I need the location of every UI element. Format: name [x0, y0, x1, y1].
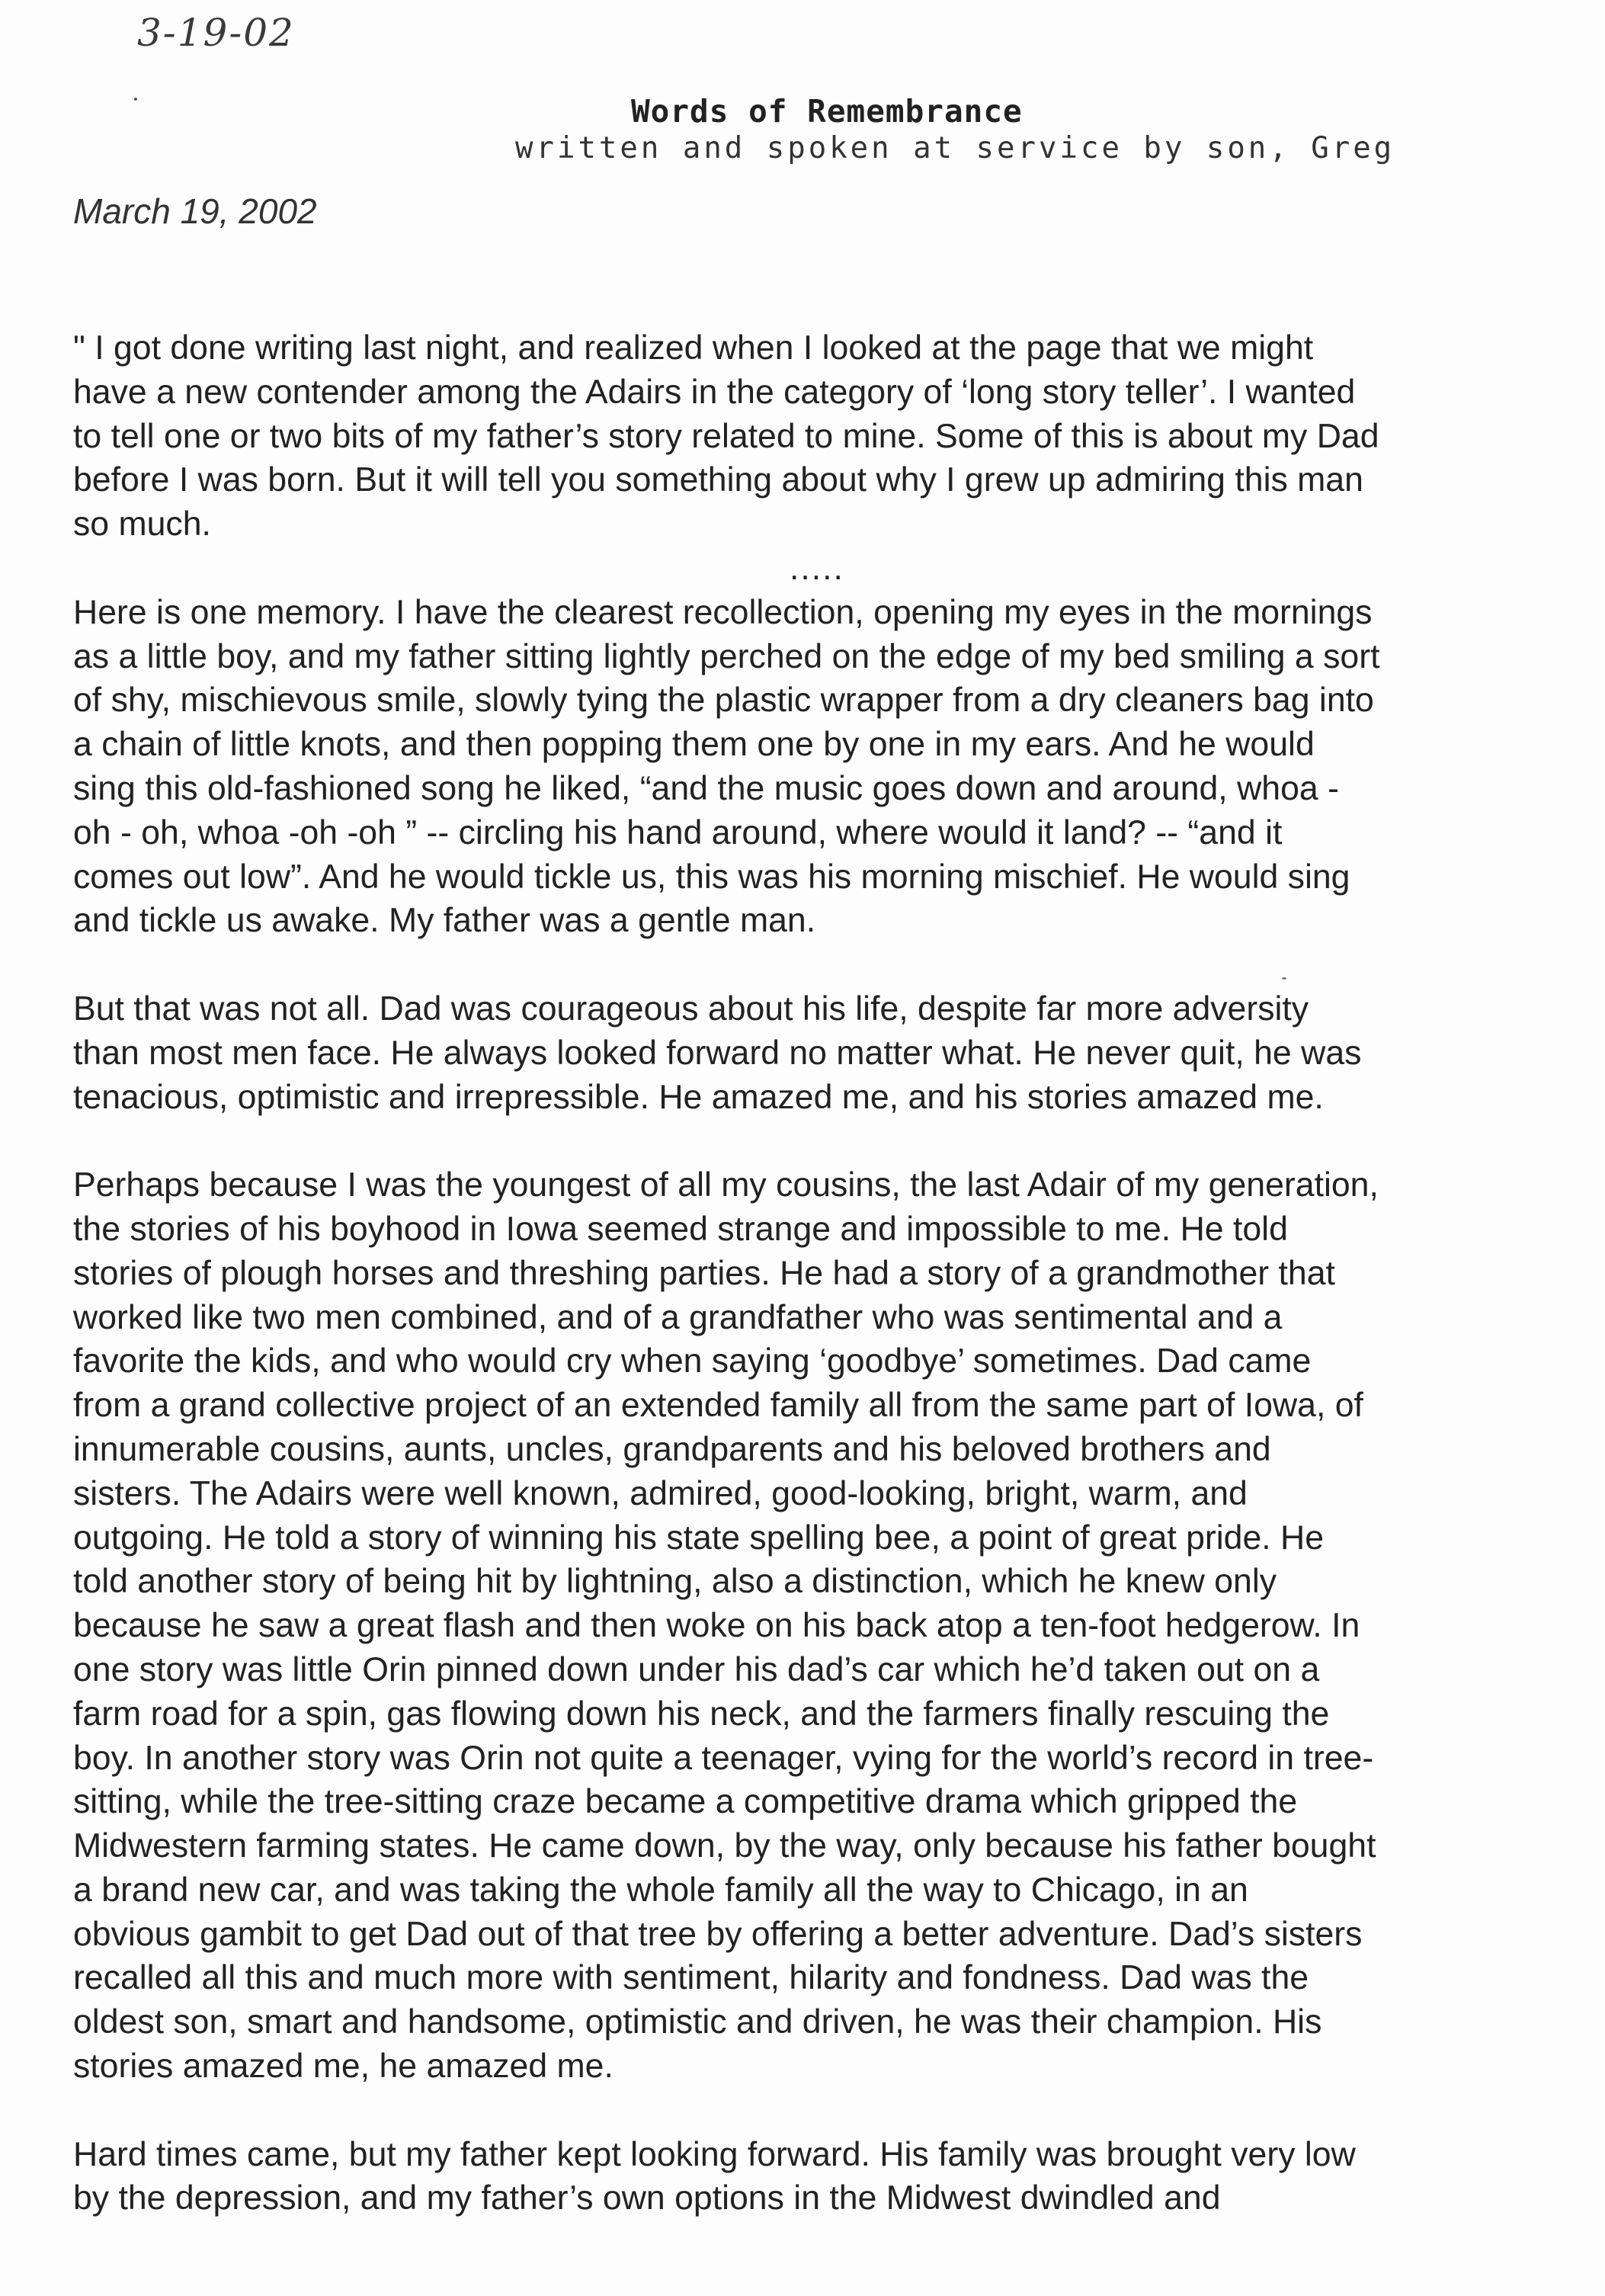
text-line: sisters. The Adairs were well known, admired, good-looking, bright, warm, and: [73, 1474, 1248, 1512]
text-line: a chain of little knots, and then popping them one by one in my ears. And he would: [73, 726, 1315, 764]
paragraph: [73, 2133, 1552, 2221]
text-line: one story was little Orin pinned down under his dad’s car which he’d taken out on a: [73, 1650, 1320, 1688]
text-line: of shy, mischievous smile, slowly tying the plastic wrapper from a dry cleaners bag into: [73, 681, 1374, 720]
text-line: obvious gambit to get Dad out of that tree by offering a better adventure. Dad’s sisters: [73, 1915, 1363, 1953]
document-subtitle: written and spoken at service by son, Greg: [515, 131, 1395, 165]
text-line: told another story of being hit by lightning, also a distinction, which he knew only: [73, 1563, 1277, 1601]
text-line: Here is one memory. I have the clearest recollection, opening my eyes in the mornings: [73, 593, 1373, 631]
text-line: sing this old-fashioned song he liked, “and the music goes down and around, whoa -: [73, 769, 1339, 807]
handwritten-date: 3-19-02: [137, 11, 295, 55]
text-line: But that was not all. Dad was courageous about his life, despite far more adversity: [73, 989, 1309, 1028]
paragraph-gap: [73, 943, 1552, 987]
text-line: farm road for a spin, gas flowing down his neck, and the farmers finally rescuing the: [73, 1695, 1330, 1733]
text-line: and tickle us awake. My father was a gentle man.: [73, 902, 816, 940]
text-line: " I got done writing last night, and realized when I looked at the page that we might: [73, 329, 1314, 367]
text-line: favorite the kids, and who would cry when saying ‘goodbye’ sometimes. Dad came: [73, 1342, 1312, 1380]
text-line: than most men face. He always looked forward no matter what. He never quit, he was: [73, 1034, 1362, 1072]
text-line: from a grand collective project of an extended family all from the same part of Iowa, of: [73, 1387, 1363, 1425]
paragraph: [73, 591, 1552, 943]
text-line: outgoing. He told a story of winning his state spelling bee, a point of great pride. He: [73, 1518, 1325, 1557]
text-line: comes out low”. And he would tickle us, this was his morning mischief. He would sing: [73, 858, 1350, 896]
text-line: stories amazed me, he amazed me.: [73, 2047, 613, 2086]
text-line: worked like two men combined, and of a grandfather who was sentimental and a: [73, 1298, 1283, 1336]
text-line: have a new contender among the Adairs in the category of ‘long story teller’. I wanted: [73, 373, 1356, 411]
document-body: [73, 326, 1552, 2221]
text-line: before I was born. But it will tell you something about why I grew up admiring this man: [73, 461, 1363, 499]
section-separator: .....: [790, 549, 844, 587]
text-line: sitting, while the tree-sitting craze became a competitive drama which gripped the: [73, 1783, 1298, 1821]
paragraph: [73, 1163, 1552, 2089]
text-line: a brand new car, and was taking the whole family all the way to Chicago, in an: [73, 1871, 1248, 1909]
paragraph: [73, 326, 1552, 547]
paragraph-gap: [73, 2089, 1552, 2133]
paragraph-gap: [73, 1119, 1552, 1163]
text-line: Midwestern farming states. He came down, by the way, only because his father bought: [73, 1827, 1376, 1865]
text-line: Hard times came, but my father kept looking forward. His family was brought very low: [73, 2135, 1356, 2173]
text-line: recalled all this and much more with sentiment, hilarity and fondness. Dad was the: [73, 1959, 1309, 1997]
document-date: March 19, 2002: [73, 191, 317, 231]
text-line: Perhaps because I was the youngest of all my cousins, the last Adair of my generation,: [73, 1166, 1379, 1204]
text-line: tenacious, optimistic and irrepressible. He amazed me, and his stories amazed me.: [73, 1078, 1324, 1116]
text-line: oldest son, smart and handsome, optimistic and driven, he was their champion. His: [73, 2003, 1322, 2041]
scan-speck: [134, 98, 137, 101]
text-line: innumerable cousins, aunts, uncles, grandparents and his beloved brothers and: [73, 1430, 1271, 1468]
text-line: so much.: [73, 505, 211, 544]
paragraph: [73, 987, 1552, 1119]
text-line: the stories of his boyhood in Iowa seemed strange and impossible to me. He told: [73, 1210, 1288, 1248]
text-line: boy. In another story was Orin not quite a teenager, vying for the world’s record in tree-: [73, 1739, 1374, 1777]
text-line: oh - oh, whoa -oh -oh ” -- circling his hand around, where would it land? -- “and it: [73, 813, 1283, 851]
text-line: to tell one or two bits of my father’s story related to mine. Some of this is about my Dad: [73, 417, 1379, 455]
text-line: by the depression, and my father’s own options in the Midwest dwindled and: [73, 2179, 1221, 2217]
text-line: stories of plough horses and threshing parties. He had a story of a grandmother that: [73, 1254, 1335, 1292]
text-line: because he saw a great flash and then woke on his back atop a ten-foot hedgerow. In: [73, 1607, 1360, 1645]
document-title: Words of Remembrance: [631, 93, 1023, 130]
text-line: as a little boy, and my father sitting lightly perched on the edge of my bed smiling a sort: [73, 637, 1380, 675]
